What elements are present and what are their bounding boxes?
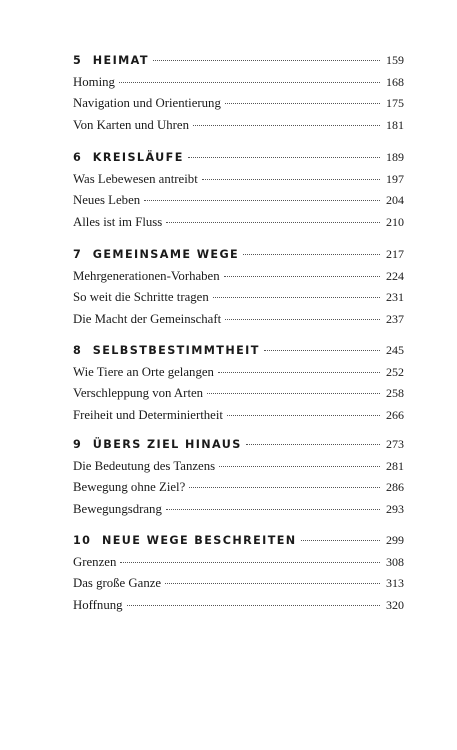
entry-title: Die Macht der Gemeinschaft xyxy=(73,311,222,326)
entry-page-number: 266 xyxy=(386,407,404,422)
entry-page-number: 252 xyxy=(386,364,404,379)
dot-leader xyxy=(188,156,380,158)
chapter-heading xyxy=(73,244,404,266)
entry-page-number: 175 xyxy=(386,96,404,110)
toc-entry xyxy=(73,115,404,137)
chapter-page-number: 299 xyxy=(386,533,404,547)
dot-leader xyxy=(225,102,380,104)
entry-title: Bewegung ohne Ziel? xyxy=(73,480,186,494)
chapter-number: 7 xyxy=(73,248,83,261)
chapter-title: ÜBERS ZIEL HINAUS xyxy=(92,438,242,451)
entry-page-number: 181 xyxy=(386,117,404,132)
entry-page-number: 204 xyxy=(386,193,404,207)
dot-leader xyxy=(218,371,380,373)
dot-leader xyxy=(227,414,380,416)
chapter-heading xyxy=(73,50,404,72)
entry-title: Freiheit und Determiniertheit xyxy=(73,407,223,422)
entry-title: Alles ist im Fluss xyxy=(73,214,163,229)
chapter-heading-label xyxy=(73,340,264,362)
entry-title: Von Karten und Uhren xyxy=(73,117,189,132)
toc-entry xyxy=(73,552,404,574)
chapter-heading-label xyxy=(73,530,301,552)
dot-leader xyxy=(127,604,380,606)
entry-title: Wie Tiere an Orte gelangen xyxy=(73,364,214,379)
toc-entry xyxy=(73,477,404,499)
entry-title: Bewegungsdrang xyxy=(73,501,162,516)
chapter-heading xyxy=(73,530,404,552)
toc-section xyxy=(73,434,404,520)
dot-leader xyxy=(166,508,380,510)
entry-title: Neues Leben xyxy=(73,193,141,207)
toc-entry xyxy=(73,72,404,94)
dot-leader xyxy=(120,561,380,563)
chapter-heading-label xyxy=(73,50,153,72)
toc-entry xyxy=(73,93,404,115)
entry-page-number: 320 xyxy=(386,597,404,612)
toc-entry xyxy=(73,212,404,234)
entry-title: Die Bedeutung des Tanzens xyxy=(73,458,216,473)
chapter-heading xyxy=(73,147,404,169)
dot-leader xyxy=(219,465,380,467)
chapter-title: SELBSTBESTIMMTHEIT xyxy=(92,344,260,357)
toc-entry xyxy=(73,573,404,595)
toc-section xyxy=(73,244,404,330)
toc-section xyxy=(73,147,404,233)
entry-title: Navigation und Orientierung xyxy=(73,96,221,110)
chapter-heading-label xyxy=(73,244,243,266)
chapter-page-number: 273 xyxy=(386,437,404,451)
chapter-number: 8 xyxy=(73,344,83,357)
entry-title: Was Lebewesen antreibt xyxy=(73,171,198,186)
chapter-title: GEMEINSAME WEGE xyxy=(92,248,240,261)
toc-entry xyxy=(73,362,404,384)
toc-section xyxy=(73,530,404,616)
chapter-page-number: 245 xyxy=(386,343,404,357)
toc-entry xyxy=(73,287,404,309)
toc-entry xyxy=(73,309,404,331)
dot-leader xyxy=(153,59,380,61)
dot-leader xyxy=(225,318,380,320)
dot-leader xyxy=(264,349,380,351)
dot-leader xyxy=(119,81,380,83)
dot-leader xyxy=(246,443,380,445)
dot-leader xyxy=(165,582,380,584)
toc-entry xyxy=(73,266,404,288)
chapter-page-number: 159 xyxy=(386,53,404,67)
toc-entry xyxy=(73,405,404,427)
entry-page-number: 308 xyxy=(386,554,404,569)
chapter-heading-label xyxy=(73,434,246,456)
entry-title: So weit die Schritte tragen xyxy=(73,290,209,304)
toc-entry xyxy=(73,169,404,191)
entry-page-number: 237 xyxy=(386,311,404,326)
dot-leader xyxy=(189,486,380,488)
chapter-page-number: 189 xyxy=(386,150,404,164)
entry-page-number: 258 xyxy=(386,386,404,400)
entry-page-number: 281 xyxy=(386,458,404,473)
dot-leader xyxy=(207,392,380,394)
chapter-number: 5 xyxy=(73,54,83,67)
chapter-title: HEIMAT xyxy=(92,54,149,67)
toc-section xyxy=(73,50,404,136)
entry-title: Grenzen xyxy=(73,554,117,569)
chapter-heading xyxy=(73,434,404,456)
toc-entry xyxy=(73,499,404,521)
chapter-number: 9 xyxy=(73,438,83,451)
entry-title: Verschleppung von Arten xyxy=(73,386,204,400)
dot-leader xyxy=(166,221,380,223)
dot-leader xyxy=(213,296,380,298)
toc-entry xyxy=(73,595,404,617)
chapter-title: KREISLÄUFE xyxy=(92,151,184,164)
chapter-page-number: 217 xyxy=(386,247,404,261)
entry-page-number: 224 xyxy=(386,268,404,283)
entry-page-number: 293 xyxy=(386,501,404,516)
entry-page-number: 313 xyxy=(386,576,404,590)
entry-page-number: 231 xyxy=(386,290,404,304)
entry-title: Homing xyxy=(73,74,115,89)
dot-leader xyxy=(202,178,380,180)
entry-page-number: 197 xyxy=(386,171,404,186)
entry-page-number: 168 xyxy=(386,74,404,89)
toc-entry xyxy=(73,456,404,478)
dot-leader xyxy=(224,275,380,277)
entry-page-number: 286 xyxy=(386,480,404,494)
dot-leader xyxy=(193,124,380,126)
dot-leader xyxy=(301,539,380,541)
dot-leader xyxy=(144,199,380,201)
entry-title: Das große Ganze xyxy=(73,576,162,590)
chapter-number: 6 xyxy=(73,151,83,164)
entry-title: Hoffnung xyxy=(73,597,123,612)
chapter-title: NEUE WEGE BESCHREITEN xyxy=(101,534,297,547)
chapter-heading xyxy=(73,340,404,362)
entry-page-number: 210 xyxy=(386,214,404,229)
chapter-heading-label xyxy=(73,147,188,169)
entry-title: Mehrgenerationen-Vorhaben xyxy=(73,268,220,283)
toc-entry xyxy=(73,383,404,405)
chapter-number: 10 xyxy=(73,534,92,547)
toc-section xyxy=(73,340,404,426)
toc-entry xyxy=(73,190,404,212)
dot-leader xyxy=(243,253,380,255)
